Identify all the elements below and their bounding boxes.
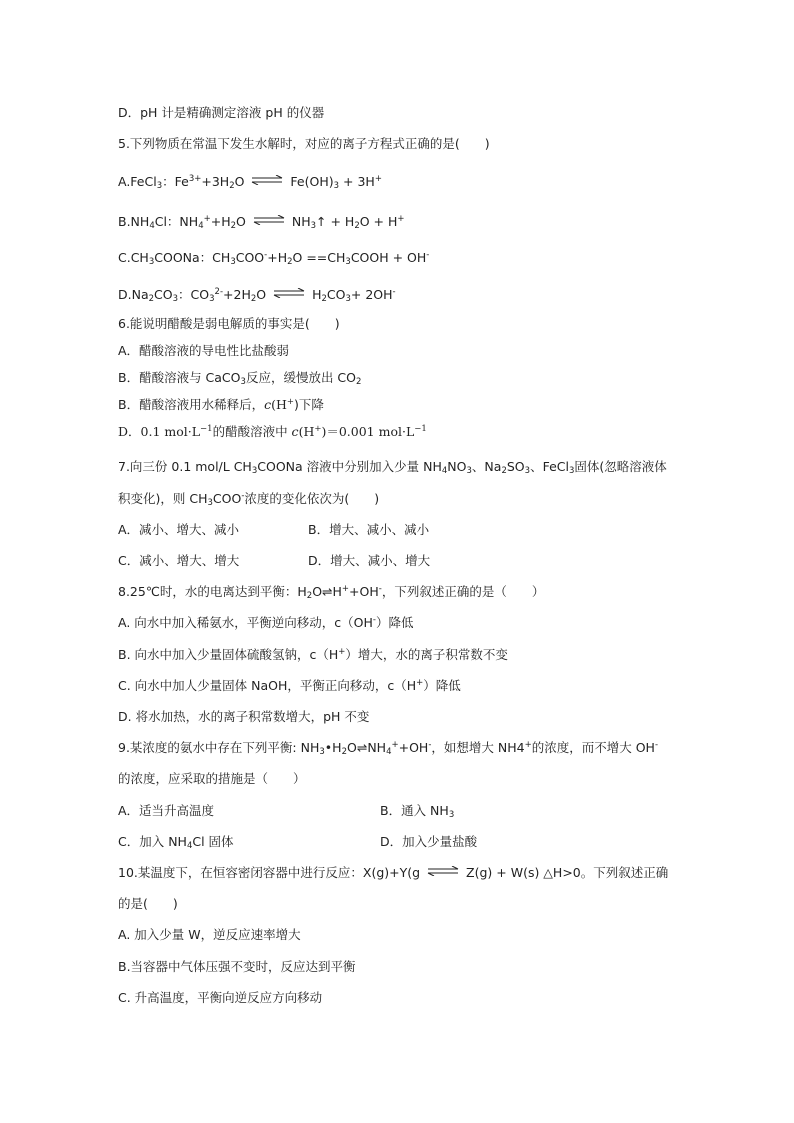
question-9-option-c: C．加入 $NH_4Cl$ 固体 — [118, 834, 234, 851]
equilibrium-arrow-icon — [426, 866, 460, 876]
question-9-stem-line1: 9.某浓度的氨水中存在下列平衡: $NH_3•H_2O\rightleftharpoons NH_4^++OH^-$，如想增大 NH4+的浓度，而不增大 OH- — [118, 740, 659, 757]
question-9-stem-line2: 的浓度，应采取的措施是（ ） — [118, 771, 306, 786]
question-9-option-a: A．适当升高温度 — [118, 803, 215, 818]
equilibrium-arrow-icon — [272, 288, 306, 298]
question-10-option-c: C. 升高温度，平衡向逆反应方向移动 — [118, 990, 323, 1005]
question-10-option-a: A. 加入少量 W，逆反应速率增大 — [118, 927, 301, 942]
question-8-option-c: C. 向水中加人少量固体 NaOH，平衡正向移动，c（H+）降低 — [118, 678, 461, 693]
question-5-option-b: $B.NH_4Cl$：$NH_4^++H_2O$ $NH_3↑ + H_2O + H^+$ — [118, 214, 405, 231]
question-7-stem-line2: 积变化)，则 $CH_3COO^-$浓度的变化依次为( ) — [118, 491, 380, 508]
option-d-ph-meter: D．pH 计是精确测定溶液 pH 的仪器 — [118, 105, 325, 120]
equilibrium-arrow-icon — [252, 215, 286, 225]
question-7-stem-line1: 7.向三份 0.1 mol/L $CH_3COONa$ 溶液中分别加入少量 $NH_4NO_3$、$Na_2SO_3$、FeCl$_3$固体(忽略溶液体 — [118, 459, 667, 476]
question-10-option-b: B.当容器中气体压强不变时，反应达到平衡 — [118, 959, 356, 974]
question-10-stem-line2: 的是( ) — [118, 896, 178, 911]
question-8-option-a: A. 向水中加入稀氨水，平衡逆向移动，c（OH-）降低 — [118, 615, 414, 630]
question-9-option-b: B．通入 $NH_3$ — [380, 803, 455, 820]
question-7-option-b: B．增大、减小、减小 — [308, 522, 430, 537]
question-5-option-c: $C.CH_3COONa$：$CH_3COO^-+H_2O$ $==CH_3COOH + OH^-$ — [118, 250, 430, 267]
question-9-option-d: D．加入少量盐酸 — [380, 834, 478, 849]
question-8-option-d: D. 将水加热，水的离子积常数增大，pH 不变 — [118, 709, 370, 724]
question-10-stem-line1: 10.某温度下，在恒容密闭容器中进行反应：X(g)+Y(g Z(g) + W(s) △H>0。下列叙述正确 — [118, 865, 669, 880]
question-6-option-b2: B．醋酸溶液用水稀释后，c(H+)下降 — [118, 397, 324, 412]
question-6-stem: 6.能说明醋酸是弱电解质的事实是( ) — [118, 316, 340, 331]
question-8-option-b: B. 向水中加入少量固体硫酸氢钠，c（H+）增大，水的离子积常数不变 — [118, 647, 508, 662]
question-5-option-a: A.FeCl$_3$：$Fe^{3+}+3H_2O$ $Fe(OH)_3 + 3H^+$ — [118, 174, 382, 191]
question-7-option-a: A．减小、增大、减小 — [118, 522, 240, 537]
question-6-option-d: D．0.1 $mol\cdot L^{-1}$的醋酸溶液中 c(H+)＝0.001 $mol\cdot L^{-1}$ — [118, 424, 427, 439]
question-5-stem: 5.下列物质在常温下发生水解时，对应的离子方程式正确的是( ) — [118, 136, 490, 151]
question-6-option-a: A．醋酸溶液的导电性比盐酸弱 — [118, 343, 290, 358]
question-5-option-d: $D.Na_2CO_3$：$CO_3^{2-}+2H_2O$ $H_2CO_3+ 2OH^-$ — [118, 287, 396, 304]
equilibrium-arrow-icon — [250, 175, 284, 185]
question-8-stem: 8.25℃时，水的电离达到平衡：$H_2O\rightleftharpoons H^++OH^-$，下列叙述正确的是（ ） — [118, 584, 545, 601]
question-7-option-c: C．减小、增大、增大 — [118, 553, 240, 568]
question-6-option-b1: B．醋酸溶液与 CaCO$_3$反应，缓慢放出 $CO_2$ — [118, 370, 362, 387]
question-7-option-d: D．增大、减小、增大 — [308, 553, 431, 568]
